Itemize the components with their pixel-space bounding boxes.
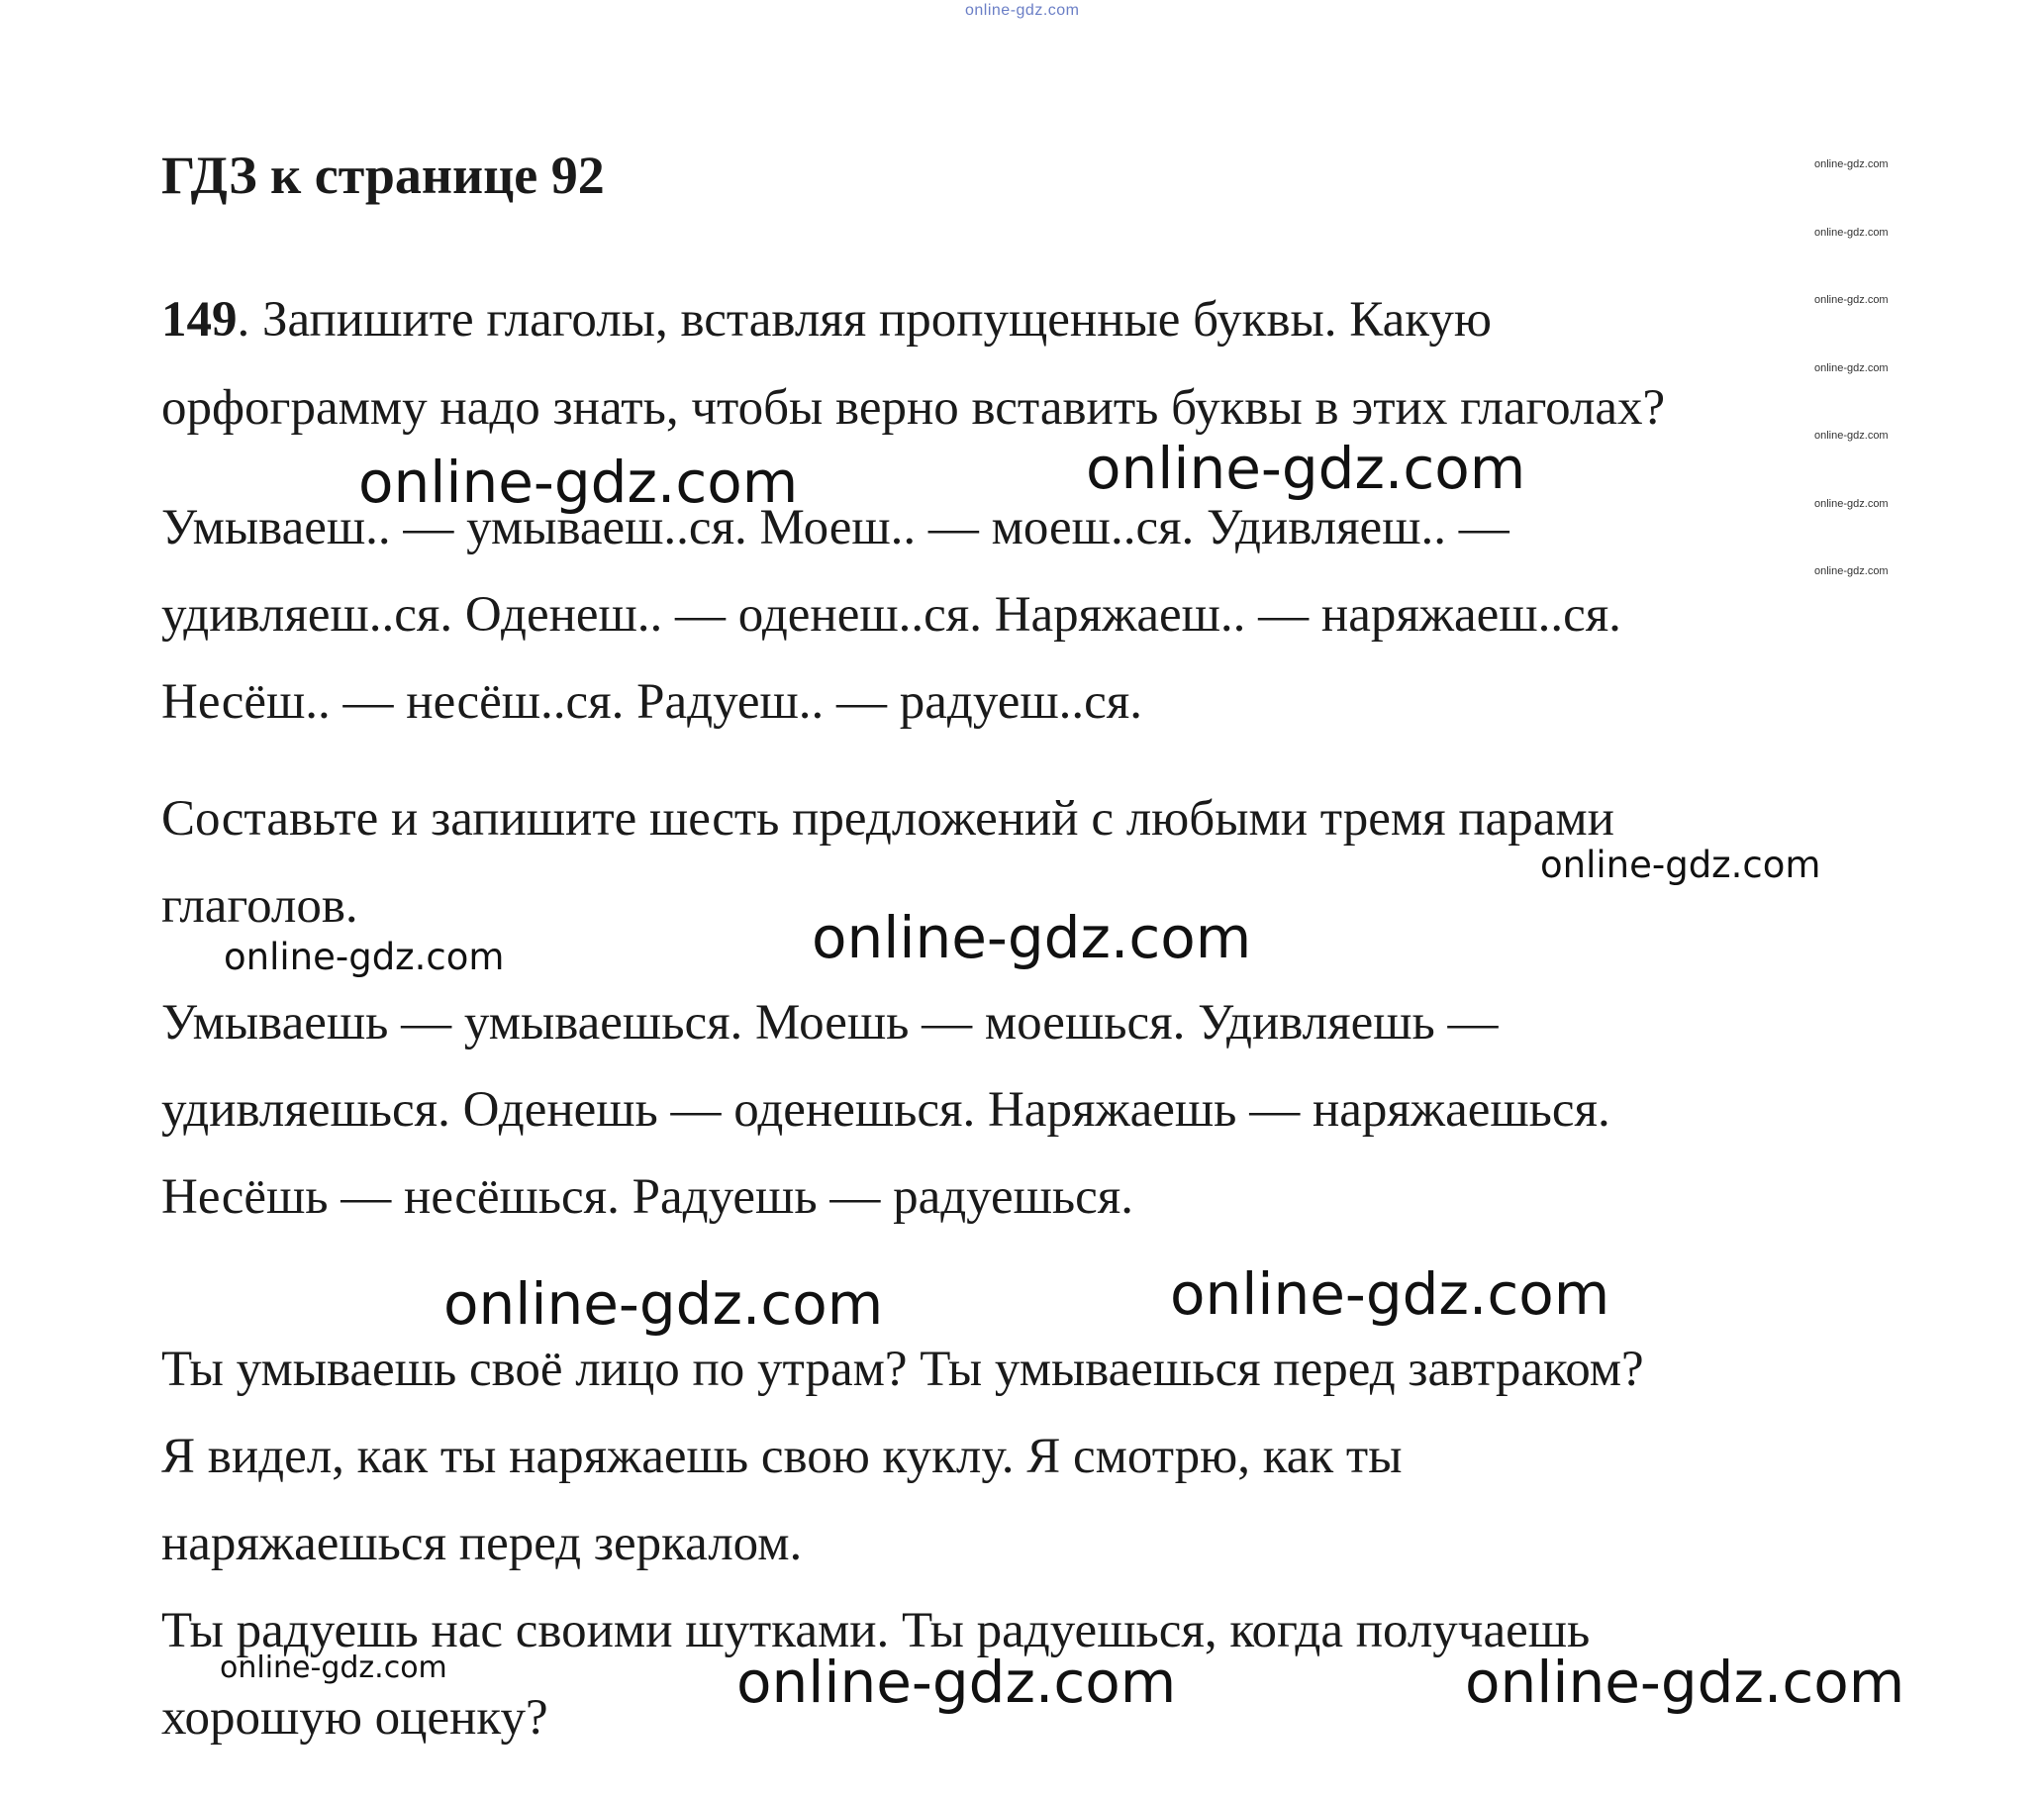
exercise-task-line-1: 149. Запишите глаголы, вставляя пропущенные буквы. Какую [161, 292, 1492, 348]
watermark: online-gdz.com [736, 1649, 1177, 1716]
watermark: online-gdz.com [1465, 1649, 1905, 1716]
watermark: online-gdz.com [1086, 435, 1526, 502]
sentence-line: Я видел, как ты наряжаешь свою куклу. Я смотрю, как ты [161, 1429, 1403, 1484]
watermark: online-gdz.com [443, 1270, 884, 1338]
words-filled-line: Умываешь — умываешься. Моешь — моешься. Удивляешь — [161, 995, 1499, 1051]
side-watermark: online-gdz.com [1814, 158, 1889, 170]
side-watermark: online-gdz.com [1814, 498, 1889, 510]
task2-line: Составьте и запишите шесть предложений с любыми тремя парами [161, 791, 1614, 847]
top-watermark: online-gdz.com [965, 2, 1080, 19]
words-blank-line: удивляеш..ся. Оденеш.. — оденеш..ся. Наряжаеш.. — наряжаеш..ся. [161, 587, 1621, 643]
words-filled-line: Несёшь — несёшься. Радуешь — радуешься. [161, 1169, 1133, 1225]
side-watermark: online-gdz.com [1814, 565, 1889, 577]
exercise-number: 149 [161, 292, 238, 348]
watermark: online-gdz.com [358, 449, 799, 516]
sentence-line: Ты умываешь своё лицо по утрам? Ты умываешься перед завтраком? [161, 1342, 1644, 1397]
watermark-small: online-gdz.com [224, 936, 505, 978]
side-watermark: online-gdz.com [1814, 227, 1889, 239]
sentence-line: наряжаешься перед зеркалом. [161, 1516, 803, 1571]
exercise-task-line-2: орфограмму надо знать, чтобы верно вставить буквы в этих глаголах? [161, 380, 1666, 436]
words-blank-line: Умываеш.. — умываеш..ся. Моеш.. — моеш..ся. Удивляеш.. — [161, 500, 1509, 555]
words-filled-line: удивляешься. Оденешь — оденешься. Наряжаешь — наряжаешься. [161, 1082, 1610, 1138]
side-watermark: online-gdz.com [1814, 362, 1889, 374]
page-title: ГДЗ к странице 92 [161, 146, 605, 205]
words-blank-line: Несёш.. — несёш..ся. Радуеш.. — радуеш..ся. [161, 674, 1142, 730]
sentence-line: хорошую оценку? [161, 1690, 548, 1746]
watermark: online-gdz.com [1170, 1260, 1610, 1328]
task2-line: глаголов. [161, 878, 358, 934]
side-watermark: online-gdz.com [1814, 294, 1889, 306]
watermark-small: online-gdz.com [220, 1651, 447, 1685]
side-watermark: online-gdz.com [1814, 430, 1889, 442]
sentence-line: Ты радуешь нас своими шутками. Ты радуешься, когда получаешь [161, 1603, 1591, 1658]
watermark-small: online-gdz.com [1540, 844, 1821, 886]
watermark: online-gdz.com [812, 904, 1252, 971]
